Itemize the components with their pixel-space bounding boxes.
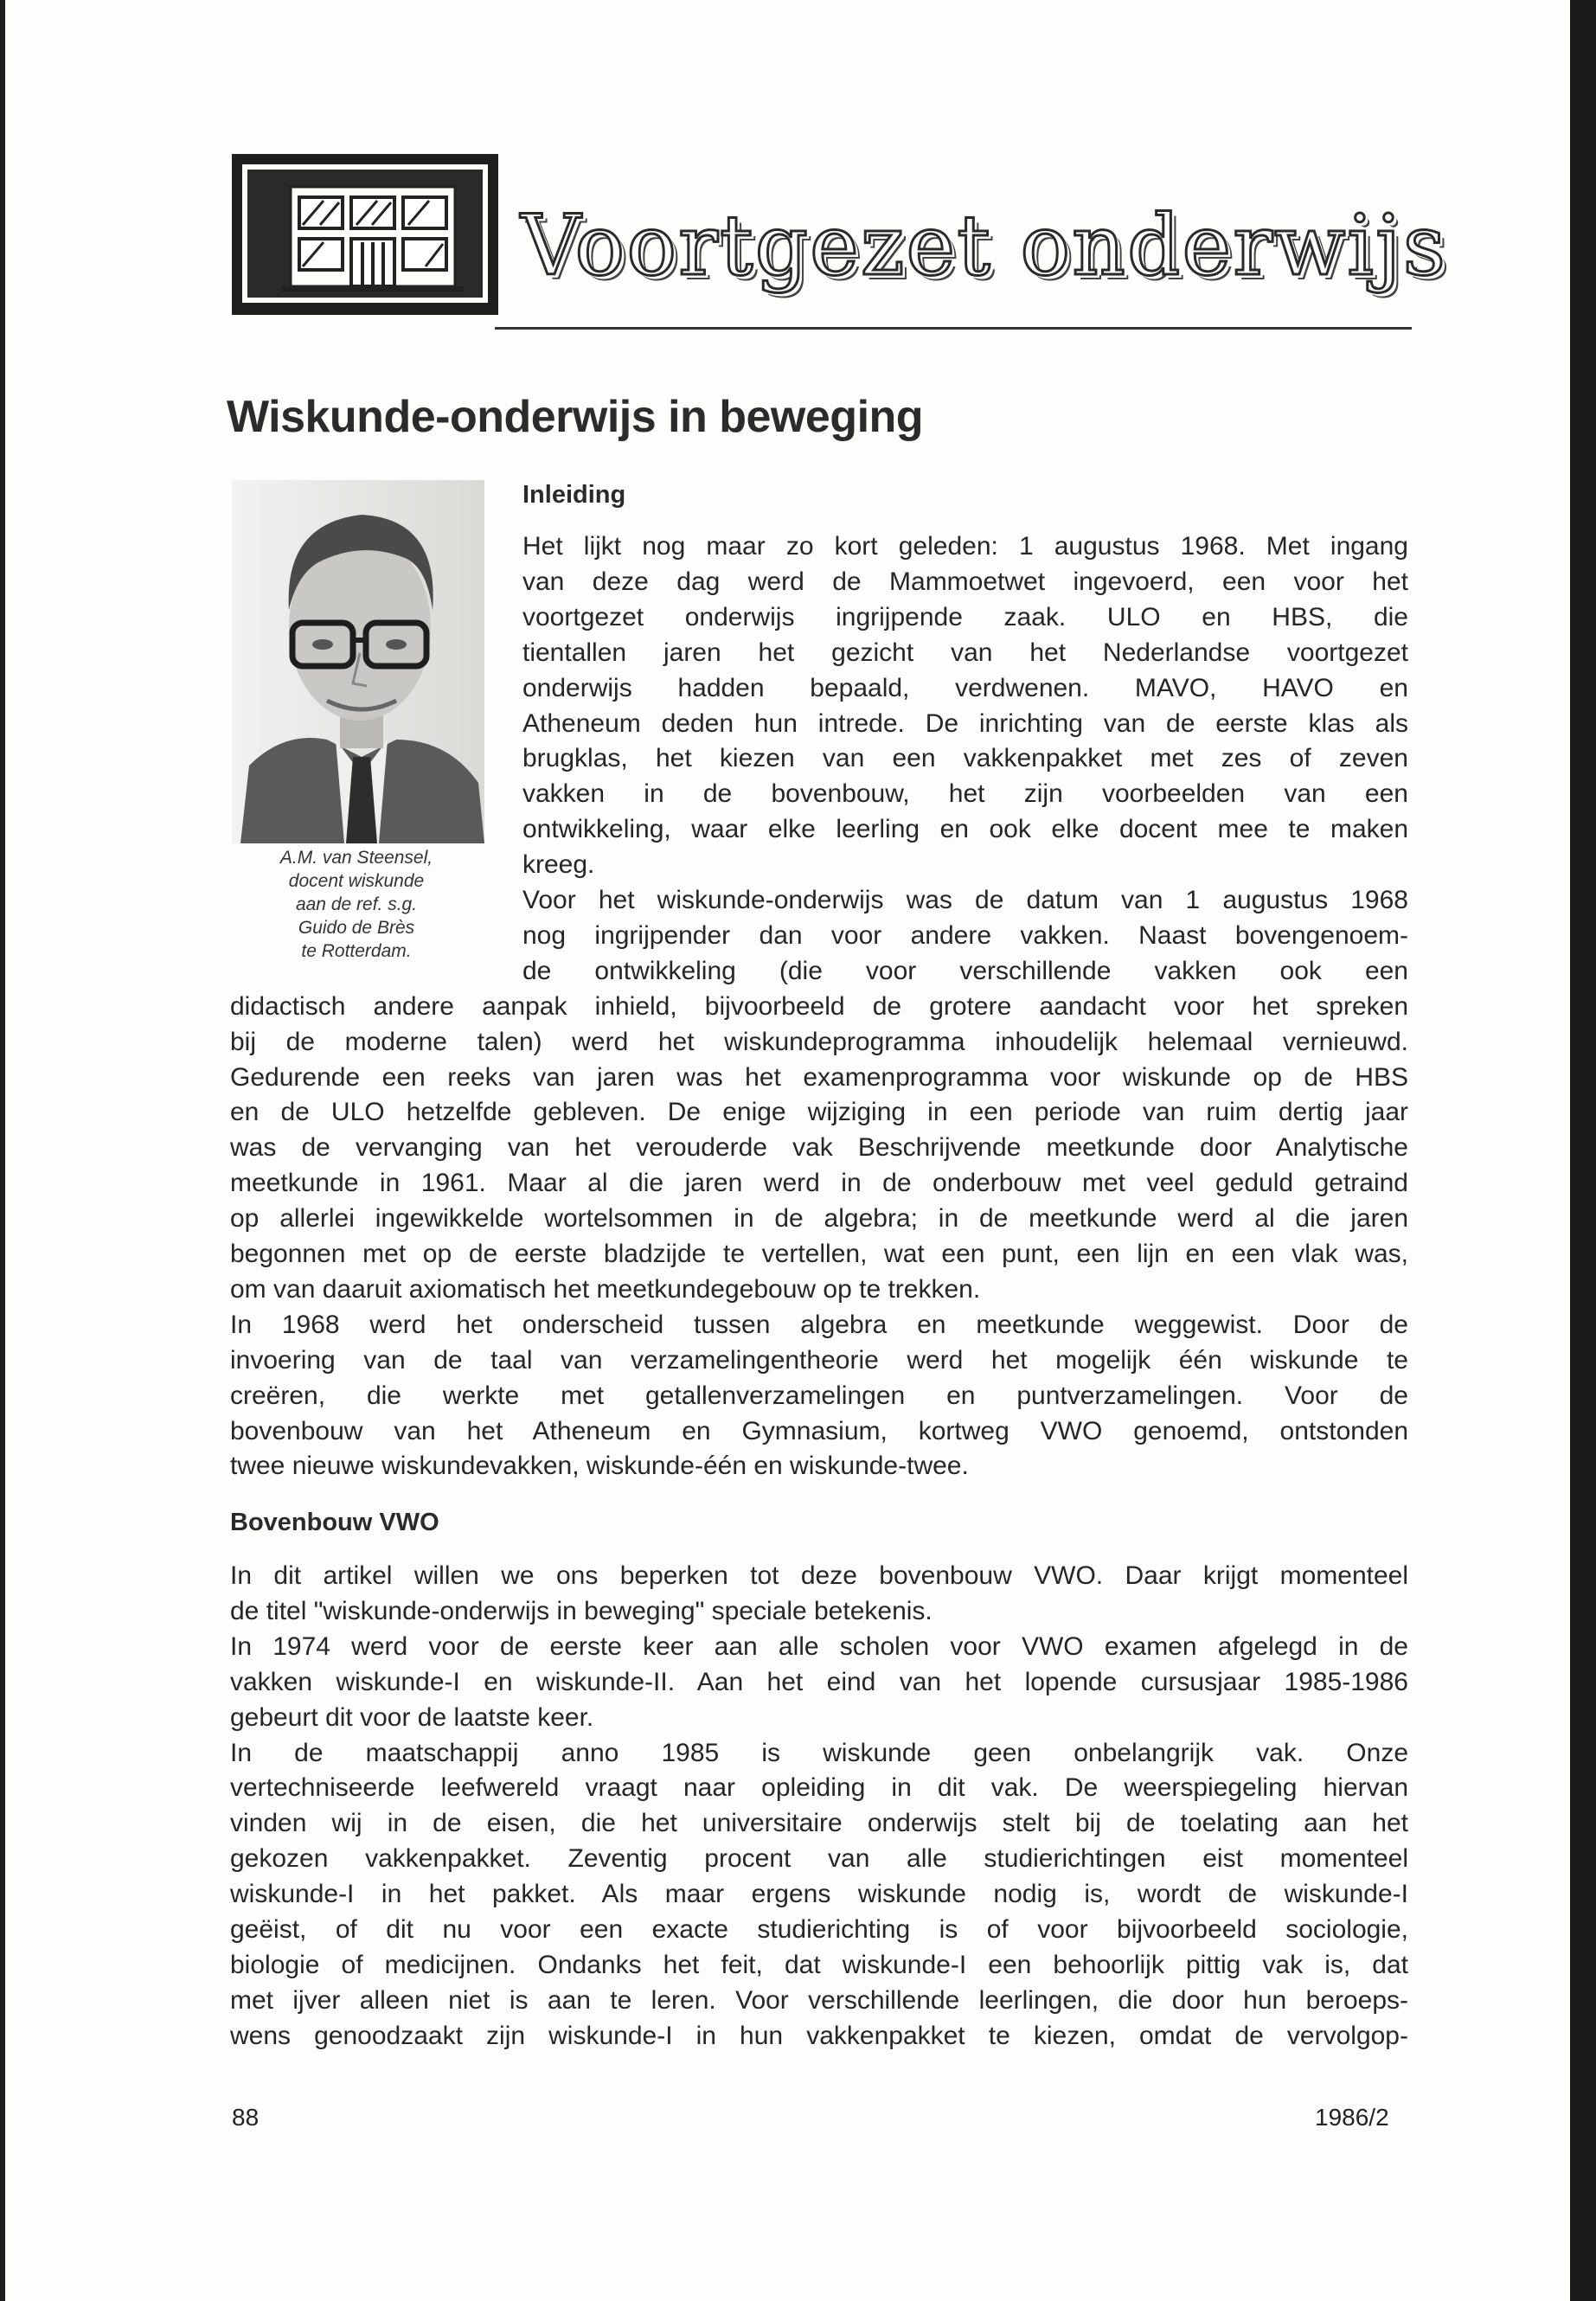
body-text-line: biologie of medicijnen. Ondanks het feit, dat wiskunde-I een behoorlijk pittig vak is, dat [230,1951,1408,1979]
body-text-line: voortgezet onderwijs ingrijpende zaak. ULO en HBS, die [522,603,1408,631]
page-number: 88 [232,2104,260,2131]
caption-line: aan de ref. s.g. [295,894,418,914]
section-title: Voortgezet onderwijs [521,197,1448,294]
body-text-line: brugklas, het kiezen van een vakkenpakket met zes of zeven [522,744,1408,772]
body-text-line: invoering van de taal van verzamelingentheorie werd het mogelijk één wiskunde te [230,1346,1408,1375]
body-text-line: onderwijs hadden bepaald, verdwenen. MAVO, HAVO en [522,674,1408,702]
body-text-line: Atheneum deden hun intrede. De inrichting van de eerste klas als [522,709,1408,738]
body-text-line: nog ingrijpender dan voor andere vakken. Naast bovengenoem- [522,921,1408,950]
body-text-line: didactisch andere aanpak inhield, bijvoorbeeld de grotere aandacht voor het spreken [230,992,1408,1021]
body-text-line: In de maatschappij anno 1985 is wiskunde geen onbelangrijk vak. Onze [230,1739,1408,1767]
body-text-line: Het lijkt nog maar zo kort geleden: 1 augustus 1968. Met ingang [522,532,1408,561]
body-text-line: meetkunde in 1961. Maar al die jaren werd in de onderbouw met veel geduld getraind [230,1169,1408,1197]
photo-caption [227,846,486,963]
body-text-line: kreeg. [522,850,595,879]
body-text-line: vertechniseerde leefwereld vraagt naar opleiding in dit vak. De weerspiegeling hiervan [230,1773,1408,1802]
body-text-line: Gedurende een reeks van jaren was het examenprogramma voor wiskunde op de HBS [230,1063,1408,1092]
school-building-icon [230,152,500,317]
body-text-line: In dit artikel willen we ons beperken tot deze bovenbouw VWO. Daar krijgt momenteel [230,1561,1408,1590]
body-text-line: vakken in de bovenbouw, het zijn voorbeelden van een [522,779,1408,808]
body-text-line: en de ULO hetzelfde gebleven. De enige wijziging in een periode van ruim dertig jaar [230,1098,1408,1126]
body-text-line: om van daaruit axiomatisch het meetkundegebouw op te trekken. [230,1275,981,1304]
header-divider [495,327,1412,330]
body-text-line: van deze dag werd de Mammoetwet ingevoerd, een voor het [522,567,1408,596]
body-text-line: was de vervanging van het verouderde vak Beschrijvende meetkunde door Analytische [230,1133,1408,1162]
body-text-line: Voor het wiskunde-onderwijs was de datum van 1 augustus 1968 [522,886,1408,914]
issue-number: 1986/2 [1315,2104,1389,2131]
body-text-line: wiskunde-I in het pakket. Als maar ergens wiskunde nodig is, wordt de wiskunde-I [230,1880,1408,1908]
page-edge-right [1570,0,1596,2301]
body-text-line: creëren, die werkte met getallenverzamelingen en puntverzamelingen. Voor de [230,1381,1408,1410]
page-edge-left [0,0,5,2301]
body-text-line: gebeurt dit voor de laatste keer. [230,1703,594,1732]
body-text-line: de titel "wiskunde-onderwijs in beweging" speciale betekenis. [230,1597,933,1625]
body-text-line: vinden wij in de eisen, die het universitaire onderwijs stelt bij de toelating aan het [230,1809,1408,1837]
body-text-line: tientallen jaren het gezicht van het Nederlandse voortgezet [522,638,1408,667]
body-text-line: gekozen vakkenpakket. Zeventig procent van alle studierichtingen eist momenteel [230,1844,1408,1873]
body-text-line: In 1968 werd het onderscheid tussen algebra en meetkunde weggewist. Door de [230,1311,1408,1339]
section-heading: Bovenbouw VWO [230,1509,439,1536]
caption-line: A.M. van Steensel, [279,848,433,868]
body-text-line: twee nieuwe wiskundevakken, wiskunde-één en wiskunde-twee. [230,1452,969,1480]
section-heading: Inleiding [522,481,626,509]
body-text-line: begonnen met op de eerste bladzijde te vertellen, wat een punt, een lijn en een vlak was, [230,1240,1408,1268]
author-portrait-icon [232,480,484,843]
body-text-line: met ijver alleen niet is aan te leren. Voor verschillende leerlingen, die door hun beroeps- [230,1986,1408,2015]
caption-line: te Rotterdam. [301,941,412,961]
caption-line: docent wiskunde [288,871,425,891]
body-text-line: vakken wiskunde-I en wiskunde-II. Aan het eind van het lopende cursusjaar 1985-1986 [230,1668,1408,1696]
body-text-line: geëist, of dit nu voor een exacte studierichting is of voor bijvoorbeeld sociologie, [230,1915,1408,1944]
article-title: Wiskunde-onderwijs in beweging [227,392,924,442]
caption-line: Guido de Brès [298,918,415,938]
body-text-line: op allerlei ingewikkelde wortelsommen in de algebra; in de meetkunde werd al die jaren [230,1204,1408,1233]
body-text-line: bovenbouw van het Atheneum en Gymnasium, kortweg VWO genoemd, ontstonden [230,1417,1408,1445]
section-header [227,152,1448,369]
body-text-line: bij de moderne talen) werd het wiskundeprogramma inhoudelijk helemaal vernieuwd. [230,1028,1408,1056]
body-text-line: ontwikkeling, waar elke leerling en ook elke docent mee te maken [522,815,1408,843]
body-text-line: de ontwikkeling (die voor verschillende vakken ook een [522,957,1408,985]
body-text-line: wens genoodzaakt zijn wiskunde-I in hun vakkenpakket te kiezen, omdat de vervolgop- [230,2022,1408,2050]
body-text-line: In 1974 werd voor de eerste keer aan alle scholen voor VWO examen afgelegd in de [230,1632,1408,1661]
